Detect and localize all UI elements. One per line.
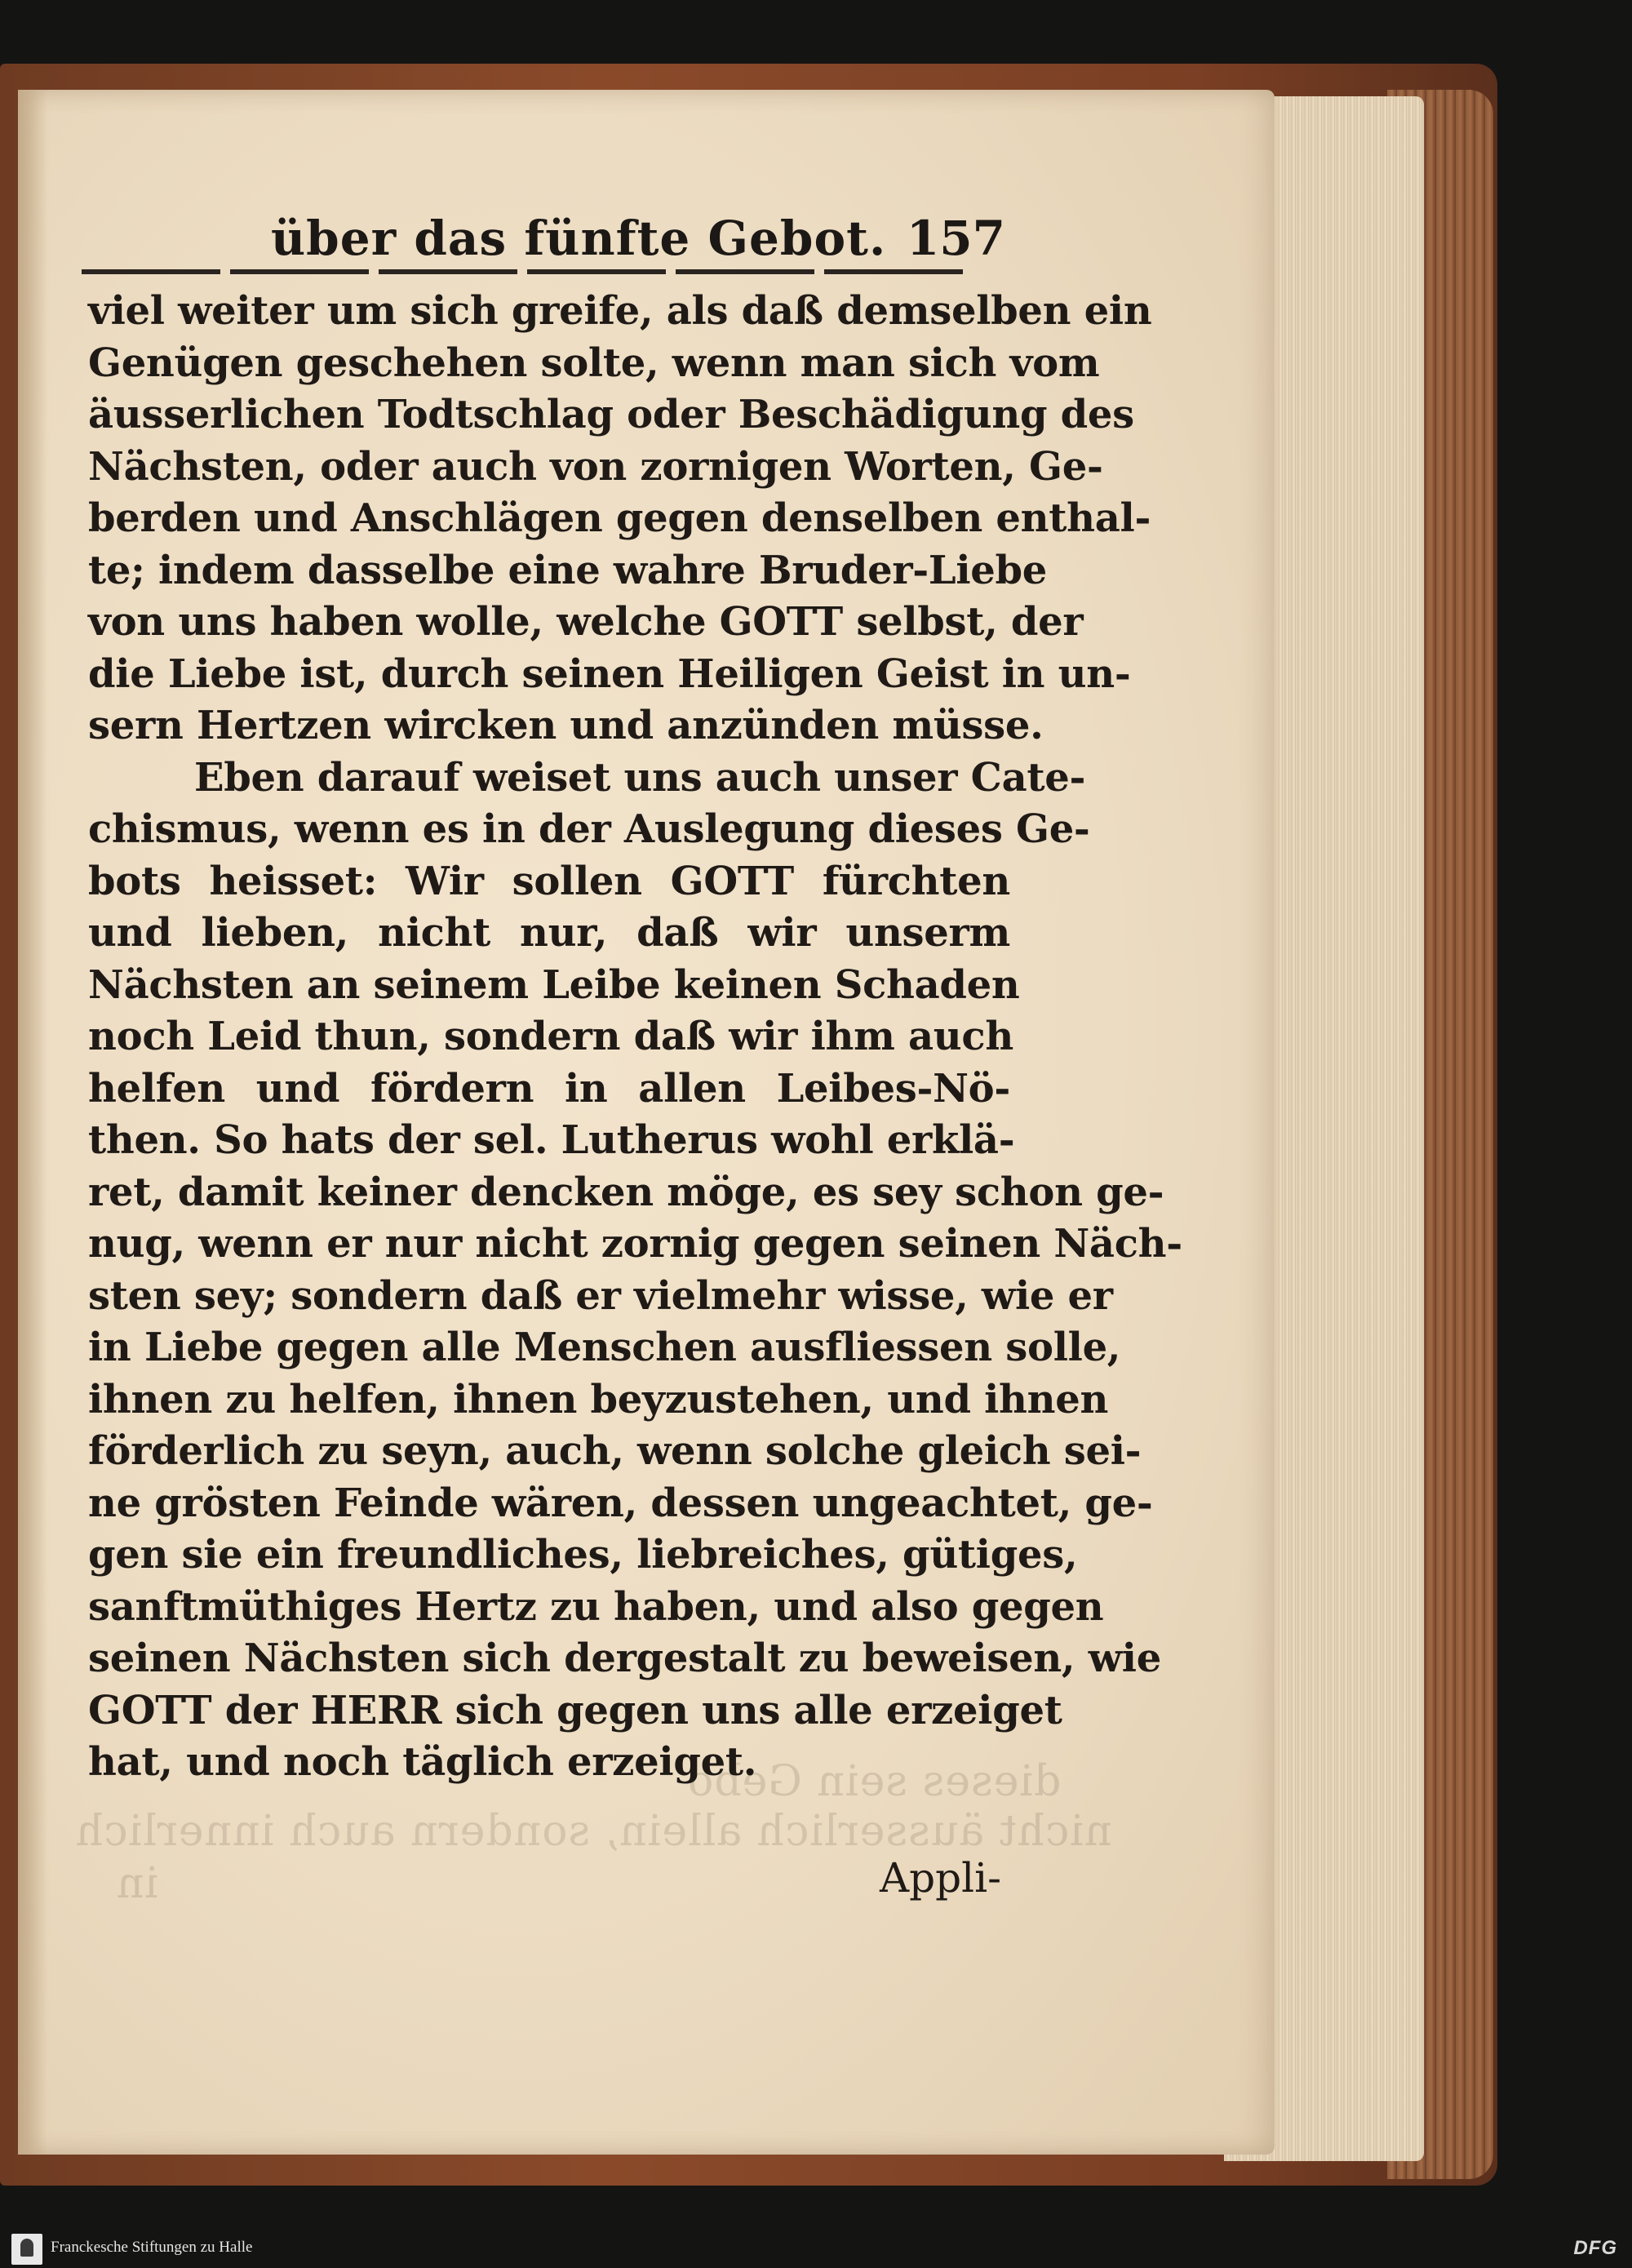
text-line: von uns haben wolle, welche GOTT selbst, der <box>88 599 1084 645</box>
dfg-logo: DFG <box>1573 2237 1617 2259</box>
catchword: Appli- <box>880 1854 1001 1902</box>
text-line: Genügen geschehen solte, wenn man sich vom <box>88 340 1100 386</box>
text-line: bots heisset: Wir sollen GOTT fürchten <box>88 858 1010 904</box>
bleed-through-text: in <box>116 1859 159 1908</box>
text-line: die Liebe ist, durch seinen Heiligen Geist in un- <box>88 650 1131 697</box>
text-line: Nächsten, oder auch von zornigen Worten, Ge- <box>88 443 1103 490</box>
text-line: chismus, wenn es in der Auslegung dieses Ge- <box>88 806 1090 852</box>
text-line: gen sie ein freundliches, liebreiches, gütiges, <box>88 1532 1078 1578</box>
text-line: sern Hertzen wircken und anzünden müsse. <box>88 703 1044 748</box>
bleed-through-text: dieses sein Gebo <box>687 1757 1062 1806</box>
text-line: te; indem dasselbe eine wahre Bruder-Liebe <box>88 547 1048 593</box>
text-line: berden und Anschlägen gegen denselben enthal- <box>88 495 1151 541</box>
page-number: 157 <box>906 211 1005 266</box>
text-line: helfen und fördern in allen Leibes-Nö- <box>88 1065 1010 1112</box>
text-line: ne grösten Feinde wären, dessen ungeachtet, ge- <box>88 1480 1153 1526</box>
logo-mark <box>20 2239 33 2257</box>
running-title: über das fünfte Gebot. <box>271 211 887 266</box>
text-line: seinen Nächsten sich dergestalt zu beweisen, wie <box>88 1636 1161 1681</box>
text-line: noch Leid thun, sondern daß wir ihm auch <box>88 1014 1013 1059</box>
bleed-through-text: nicht äusserlich allein, sondern auch innerlich <box>75 1807 1112 1856</box>
text-line: Eben darauf weiset uns auch unser Cate- <box>194 754 1086 801</box>
body-text <box>88 286 1182 1789</box>
page-gutter-shadow <box>18 90 47 2155</box>
text-line: GOTT der HERR sich gegen uns alle erzeiget <box>88 1687 1062 1733</box>
page-header <box>271 204 1005 277</box>
header-rule <box>82 269 971 274</box>
text-line: then. So hats der sel. Lutherus wohl erklä- <box>88 1117 1015 1163</box>
text-line: förderlich zu seyn, auch, wenn solche gleich sei- <box>88 1428 1142 1474</box>
text-line: ret, damit keiner dencken möge, es sey schon ge- <box>88 1169 1164 1215</box>
text-line: sten sey; sondern daß er vielmehr wisse, wie er <box>88 1272 1113 1319</box>
text-line: nug, wenn er nur nicht zornig gegen seinen Näch- <box>88 1221 1182 1267</box>
text-line: Nächsten an seinem Leibe keinen Schaden <box>88 961 1020 1008</box>
text-line: äusserlichen Todtschlag oder Beschädigung des <box>88 392 1134 437</box>
text-line: ihnen zu helfen, ihnen beyzustehen, und ihnen <box>88 1376 1109 1422</box>
text-line: und lieben, nicht nur, daß wir unserm <box>88 910 1010 956</box>
institution-name: Franckesche Stiftungen zu Halle <box>51 2239 253 2256</box>
institution-logo-icon <box>11 2234 42 2265</box>
text-line: in Liebe gegen alle Menschen ausfliessen solle, <box>88 1325 1121 1370</box>
text-line: sanftmüthiges Hertz zu haben, und also gegen <box>88 1583 1104 1630</box>
text-line: hat, und noch täglich erzeiget. <box>88 1739 757 1785</box>
footer-bar <box>0 2230 1632 2268</box>
text-line: viel weiter um sich greife, als daß demselben ein <box>88 288 1152 334</box>
